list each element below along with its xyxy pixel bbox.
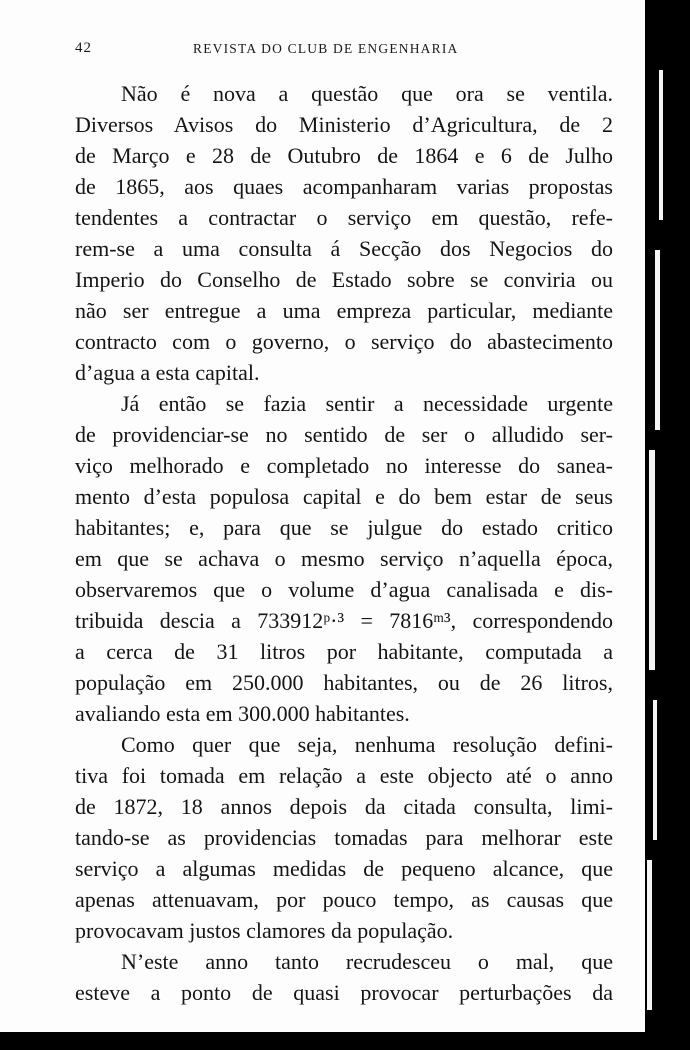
body-text: [75, 78, 613, 1008]
text-line: não ser entregue a uma empreza particular, mediante: [75, 298, 613, 323]
text-line: habitantes; e, para que se julgue do estado critico: [75, 515, 613, 540]
edge-highlight: [655, 250, 660, 430]
edge-highlight: [647, 860, 652, 1010]
text-line: tando-se as providencias tomadas para melhorar este: [75, 825, 613, 850]
text-line: viço melhorado e completado no interesse do sanea-: [75, 453, 613, 478]
text-line: de providenciar-se no sentido de ser o alludido ser-: [75, 422, 613, 447]
edge-highlight: [649, 450, 655, 670]
edge-highlight: [653, 700, 657, 840]
text-line: N’este anno tanto recrudesceu o mal, que: [121, 949, 613, 974]
text-line: tiva foi tomada em relação a este objecto até o anno: [75, 763, 613, 788]
page-header: [75, 40, 620, 64]
text-line: serviço a algumas medidas de pequeno alcance, que: [75, 856, 613, 881]
text-line: de Março e 28 de Outubro de 1864 e 6 de Julho: [75, 143, 613, 168]
text-line: rem-se a uma consulta á Secção dos Negocios do: [75, 236, 613, 261]
bottom-border: [0, 1032, 645, 1050]
text-line: em que se achava o mesmo serviço n’aquella época,: [75, 546, 613, 571]
text-line: d’agua a esta capital.: [75, 360, 260, 385]
text-line: Já então se fazia sentir a necessidade urgente: [121, 391, 613, 416]
text-line: contracto com o governo, o serviço do abastecimento: [75, 329, 613, 354]
text-line: observaremos que o volume d’agua canalisada e dis-: [75, 577, 613, 602]
text-line: apenas attenuavam, por pouco tempo, as causas que: [75, 887, 613, 912]
text-line: população em 250.000 habitantes, ou de 26 litros,: [75, 670, 613, 695]
text-line: mento d’esta populosa capital e do bem estar de seus: [75, 484, 613, 509]
text-line: esteve a ponto de quasi provocar perturbações da: [75, 980, 613, 1005]
text-line: de 1865, aos quaes acompanharam varias propostas: [75, 174, 613, 199]
text-line: a cerca de 31 litros por habitante, computada a: [75, 639, 613, 664]
text-line: Como quer que seja, nenhuma resolução defini-: [121, 732, 613, 757]
right-page-edge: [645, 0, 690, 1050]
text-line: tribuida descia a 733912ᵖ·³ = 7816ᵐ³, correspondendo: [75, 608, 613, 633]
text-line: tendentes a contractar o serviço em questão, refe-: [75, 205, 613, 230]
text-line: avaliando esta em 300.000 habitantes.: [75, 701, 410, 726]
text-line: Não é nova a questão que ora se ventila.: [121, 81, 613, 106]
text-line: Imperio do Conselho de Estado sobre se conviria ou: [75, 267, 613, 292]
edge-highlight: [659, 70, 663, 220]
text-line: de 1872, 18 annos depois da citada consulta, limi-: [75, 794, 613, 819]
running-title: REVISTA DO CLUB DE ENGENHARIA: [193, 41, 459, 56]
text-line: Diversos Avisos do Ministerio d’Agricultura, de 2: [75, 112, 613, 137]
page-number: 42: [75, 40, 92, 56]
text-line: provocavam justos clamores da população.: [75, 918, 454, 943]
